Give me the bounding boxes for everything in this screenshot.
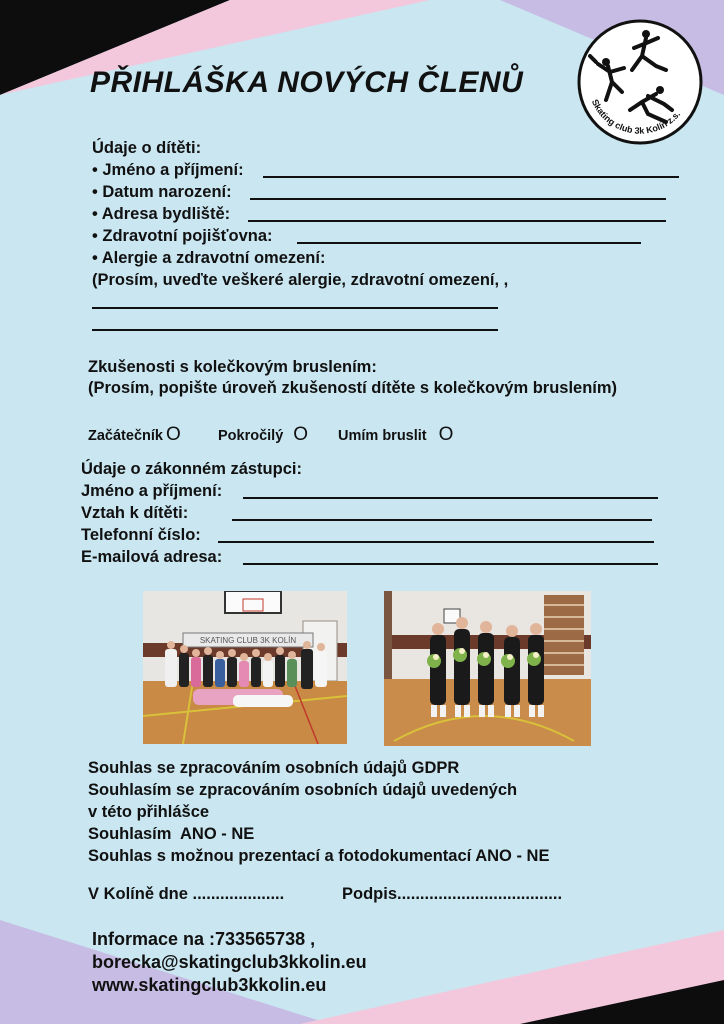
club-logo [576, 18, 704, 146]
child-field-insurance: • Zdravotní pojišťovna: [92, 227, 273, 245]
gdpr-line-2: Souhlasím se zpracováním osobních údajů uvedených [88, 781, 518, 799]
option-beginner-label: Začátečník [88, 428, 163, 444]
experience-note: (Prosím, popište úroveň zkušeností dítěte s kolečkovým bruslením) [88, 379, 618, 397]
child-field-address: • Adresa bydliště: [92, 205, 231, 223]
option-beginner-circle[interactable]: O [165, 424, 181, 445]
photo-consent[interactable]: Souhlas s možnou prezentací a fotodokumentací ANO - NE [88, 847, 550, 865]
guardian-field-phone: Telefonní číslo: [81, 526, 201, 544]
svg-text:Skating club 3k Kolín z.s.: Skating club 3k Kolín z.s. [589, 97, 683, 136]
allergies-line-1[interactable] [92, 307, 498, 309]
guardian-field-name: Jméno a příjmení: [81, 482, 223, 500]
option-can-skate[interactable] [338, 424, 453, 446]
contact-email[interactable]: borecka@skatingclub3kkolin.eu [92, 952, 367, 972]
child-address-line[interactable] [248, 220, 666, 222]
experience-heading: Zkušenosti s kolečkovým bruslením: [88, 358, 377, 376]
child-name-line[interactable] [263, 176, 679, 178]
child-insurance-line[interactable] [297, 242, 641, 244]
option-advanced-label: Pokročilý [218, 428, 284, 444]
child-field-birthdate: • Datum narození: [92, 183, 232, 201]
trainers-photo [384, 591, 591, 746]
gdpr-consent[interactable]: Souhlasím ANO - NE [88, 825, 255, 843]
gdpr-line-3: v této přihlášce [88, 803, 210, 821]
option-can-skate-label: Umím bruslit [338, 428, 427, 444]
guardian-field-relation: Vztah k dítěti: [81, 504, 189, 522]
child-field-allergies: • Alergie a zdravotní omezení: [92, 249, 326, 267]
option-advanced[interactable] [218, 424, 308, 446]
guardian-heading: Údaje o zákonném zástupci: [81, 460, 302, 478]
option-beginner[interactable] [88, 424, 181, 446]
contact-website[interactable]: www.skatingclub3kkolin.eu [92, 975, 327, 995]
photo-banner-text: SKATING CLUB 3K KOLÍN [199, 636, 297, 645]
signature-place-date[interactable]: V Kolíně dne .................... [88, 885, 285, 903]
gdpr-line-1: Souhlas se zpracováním osobních údajů GDPR [88, 759, 460, 777]
guardian-relation-line[interactable] [232, 519, 652, 521]
option-advanced-circle[interactable]: O [293, 424, 309, 445]
page-title: PŘIHLÁŠKA NOVÝCH ČLENŮ [90, 66, 524, 99]
child-heading: Údaje o dítěti: [92, 139, 202, 157]
guardian-name-line[interactable] [243, 497, 658, 499]
child-birthdate-line[interactable] [250, 198, 666, 200]
guardian-field-email: E-mailová adresa: [81, 548, 223, 566]
allergies-line-2[interactable] [92, 329, 498, 331]
child-allergies-note: (Prosím, uveďte veškeré alergie, zdravotní omezení, , [92, 271, 509, 289]
child-field-name: • Jméno a příjmení: [92, 161, 244, 179]
guardian-phone-line[interactable] [218, 541, 654, 543]
option-can-skate-circle[interactable]: O [438, 424, 454, 445]
contact-phone: Informace na :733565738 , [92, 929, 316, 949]
group-photo-gym [143, 591, 347, 744]
guardian-email-line[interactable] [243, 563, 658, 565]
signature-field[interactable]: Podpis.................................... [342, 885, 563, 903]
